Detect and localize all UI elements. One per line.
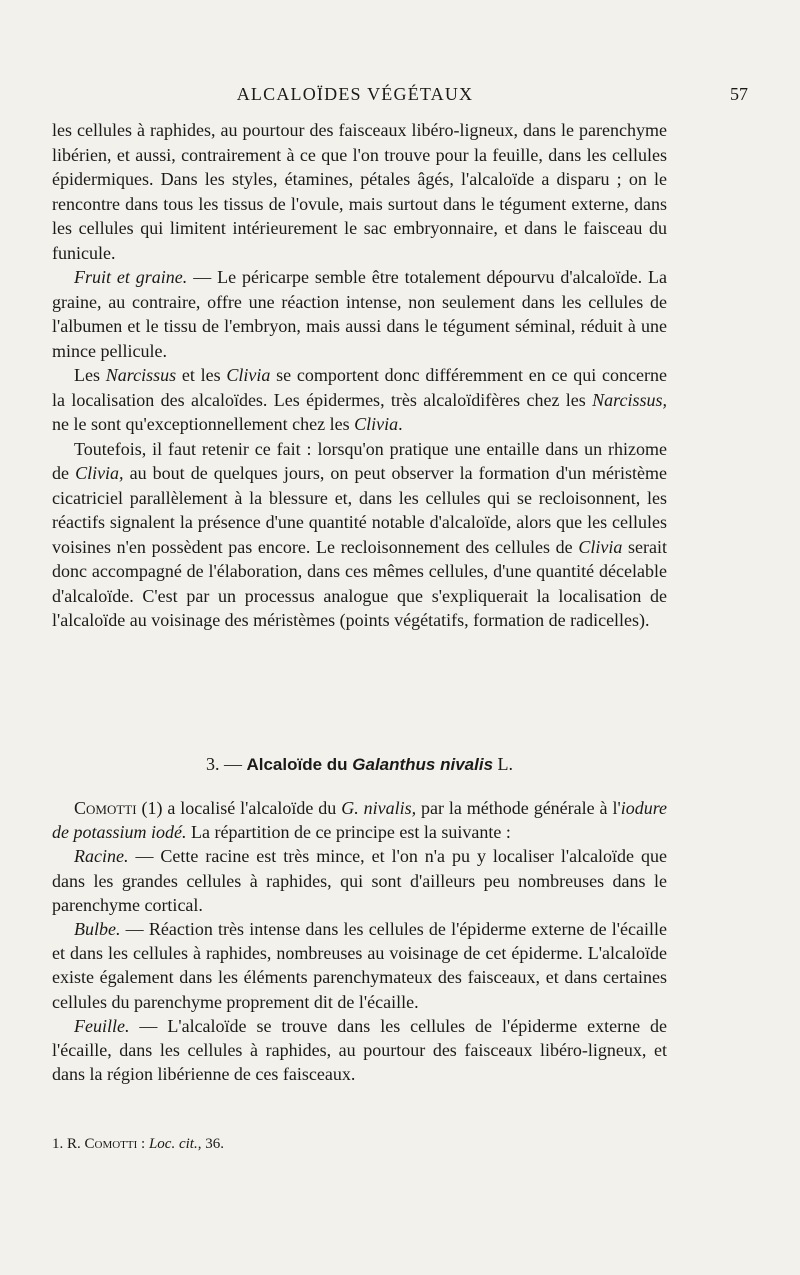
footnote-ref-text: Loc. cit.	[148, 1136, 198, 1152]
species-name: Clivia	[226, 365, 271, 385]
paragraph-fruit-graine	[52, 265, 667, 363]
text-run: se comportent donc différemment en ce qui concerne la localisation des alcaloïdes. Les épidermes, très alcaloïdifères chez les	[52, 365, 667, 410]
text-run: :	[137, 1136, 149, 1152]
author-name: Comotti	[74, 798, 137, 818]
paragraph-narcissus-clivia	[52, 363, 667, 437]
species-name: G. nivalis,	[341, 798, 417, 818]
paragraph-label: Racine.	[74, 846, 129, 867]
reagent-name: iodure de potassium iodé.	[52, 798, 668, 843]
body-text-upper	[52, 118, 667, 633]
paragraph-continuation: les cellules à raphides, au pourtour des faisceaux libéro-ligneux, dans le parenchyme libérien, et aussi, contrairement à ce que l'on trouve pour la feuille, dans les cellules épidermiques. Dans les styles, étamines, pétales âgés, l'alcaloïde a disparu ; on le rencontre dans tous les tissus de l'ovule, mais surtout dans le tégument externe, dans les cellules qui limitent intérieurement le sac embryonnaire, et dans le faisceau du funicule.	[52, 120, 667, 263]
species-name: Narcissus,	[592, 389, 667, 410]
paragraph-text: — Le péricarpe semble être totalement dépourvu d'alcaloïde. La graine, au contraire, offre une réaction intense, non seulement dans les cellules de l'albumen et le tissu de l'embryon, mais aussi dans le tégument séminal, réduit à une mince pellicule.	[52, 267, 667, 361]
section-species: Galanthus nivalis	[352, 755, 494, 774]
footnote-page: , 36.	[197, 1136, 224, 1152]
body-text-lower	[52, 796, 667, 1086]
running-head	[52, 84, 748, 110]
text-run: par la méthode générale à l'	[416, 798, 621, 818]
paragraph-comotti	[52, 796, 667, 844]
text-run: Les	[74, 365, 106, 385]
page-number: 57	[730, 84, 748, 104]
species-name: Clivia	[354, 414, 399, 434]
paragraph-text: — L'alcaloïde se trouve dans les cellules de l'épiderme externe de l'écaille, dans les cellules à raphides, au pourtour des faisceaux libéro-ligneux, et dans la région libérienne de ces faisceaux.	[52, 1015, 667, 1085]
paragraph-label: Bulbe.	[74, 919, 121, 940]
footnote-author: R. Comotti	[67, 1136, 138, 1152]
paragraph-text: — Réaction très intense dans les cellules de l'épiderme externe de l'écaille et dans les cellules à raphides, nombreuses au voisinage de cet épiderme. L'alcaloïde existe également dans les éléments parenchymateux des faisceaux, et dans certaines cellules du parenchyme proprement dit de l'écaille.	[52, 919, 667, 1012]
running-title: ALCALOÏDES VÉGÉTAUX	[236, 84, 474, 104]
text-run: .	[398, 414, 403, 434]
text-run: La répartition de ce principe est la suivante :	[186, 822, 511, 843]
text-run: et les	[176, 365, 227, 385]
footnote-number: 1.	[52, 1136, 67, 1152]
footnote	[52, 1136, 224, 1153]
section-author: L.	[493, 754, 514, 774]
text-run: serait donc accompagné de l'élaboration, dans ces mêmes cellules, d'une quantité décelable d'alcaloïde. C'est par un processus analogue que s'expliquerait la localisation de l'alcaloïde au voisinage des méristèmes (points végétatifs, formation de radicelles).	[52, 536, 667, 630]
paragraph-feuille	[52, 1014, 667, 1087]
section-heading	[52, 754, 667, 775]
text-run: Toutefois, il faut retenir ce fait : lorsqu'on pratique une entaille dans un rhizome de	[52, 438, 667, 483]
paragraph-racine	[52, 844, 667, 917]
section-number: 3. —	[205, 754, 247, 774]
section-title: Alcaloïde du	[246, 755, 353, 774]
text-run: ne le sont qu'exceptionnellement chez les	[52, 414, 355, 434]
paragraph-bulbe	[52, 917, 667, 1014]
species-name: Clivia,	[75, 463, 124, 483]
species-name: Clivia	[578, 536, 623, 557]
paragraph-label: Fruit et graine.	[74, 267, 188, 287]
paragraph-label: Feuille.	[74, 1015, 130, 1036]
species-name: Narcissus	[105, 365, 177, 385]
paragraph-text: — Cette racine est très mince, et l'on n'a pu y localiser l'alcaloïde que dans les grandes cellules à raphides, qui sont d'ailleurs peu nombreuses dans le parenchyme cortical.	[52, 846, 667, 915]
text-run: au bout de quelques jours, on peut observer la formation d'un méristème cicatriciel parallèlement à la blessure et, dans les cellules qui se recloisonnent, les réactifs signalent la présence d'une quantité notable d'alcaloïde, alors que les cellules voisines n'en possèdent pas encore. Le recloisonnement des cellules de	[52, 463, 667, 557]
footnote-ref: (1)	[141, 798, 163, 818]
paragraph-toutefois	[52, 437, 667, 633]
text-run: a localisé l'alcaloïde du	[162, 798, 342, 818]
